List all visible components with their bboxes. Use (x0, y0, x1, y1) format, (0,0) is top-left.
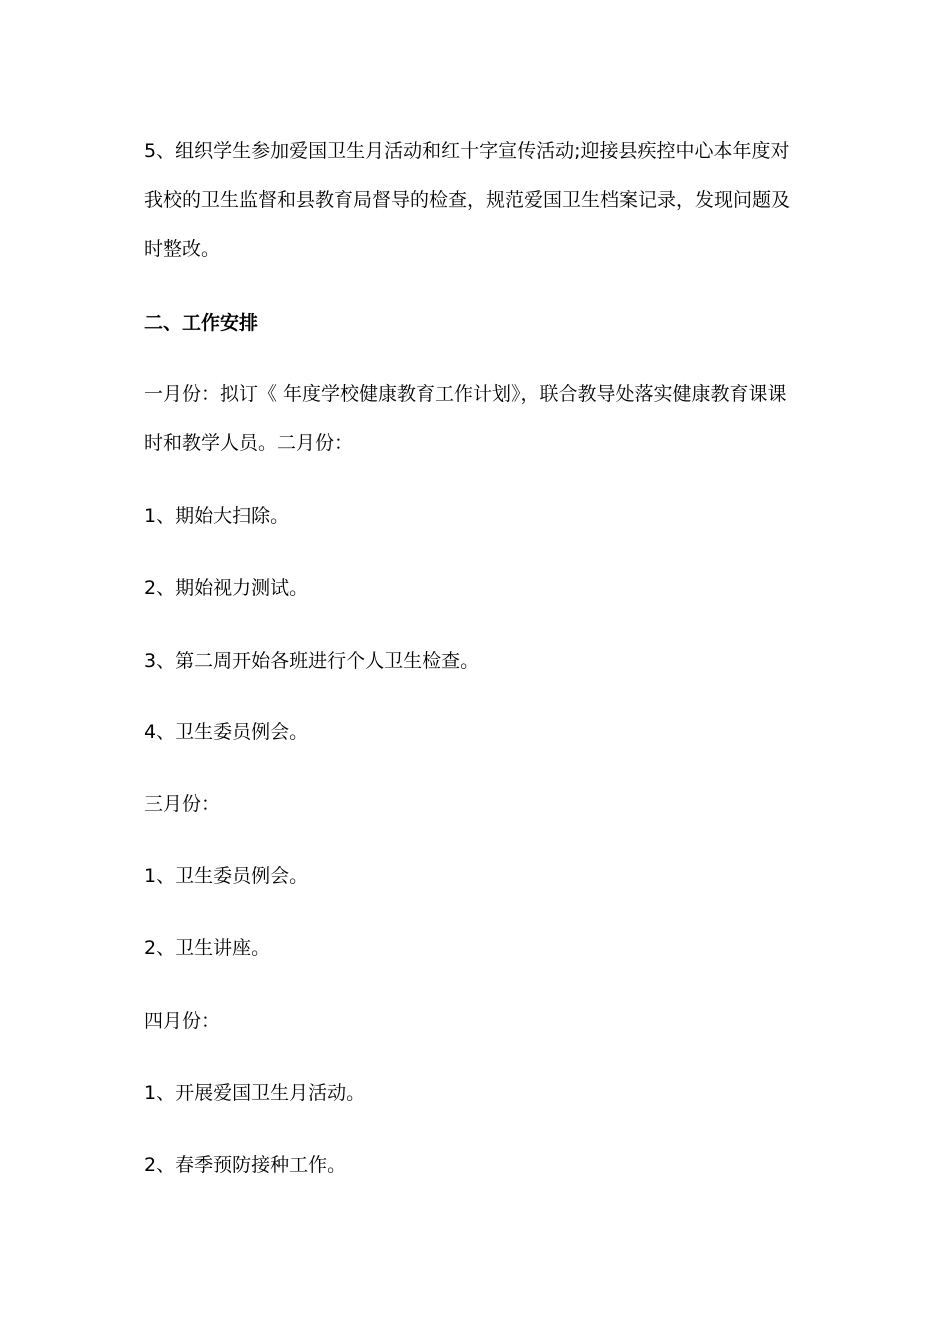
item5-line-2: 我校的卫生监督和县教育局督导的检查，规范爱国卫生档案记录，发现问题及 (144, 189, 791, 211)
march-label: 三月份： (144, 793, 221, 815)
january-line-1: 一月份：拟订《 年度学校健康教育工作计划》，联合教导处落实健康教育课课 (144, 383, 787, 405)
april-label: 四月份： (144, 1010, 221, 1032)
item5-line-1: 5、组织学生参加爱国卫生月活动和红十字宣传活动;迎接县疾控中心本年度对 (144, 140, 790, 162)
list-item: 2、春季预防接种工作。 (144, 1154, 347, 1176)
list-item: 3、第二周开始各班进行个人卫生检查。 (144, 650, 480, 672)
january-line-2: 时和教学人员。二月份： (144, 432, 354, 454)
section-heading: 二、工作安排 (144, 312, 259, 334)
list-item: 1、卫生委员例会。 (144, 865, 309, 887)
list-item: 1、期始大扫除。 (144, 505, 290, 527)
item5-line-3: 时整改。 (144, 238, 221, 260)
list-item: 1、开展爱国卫生月活动。 (144, 1082, 366, 1104)
list-item: 2、卫生讲座。 (144, 937, 271, 959)
list-item: 2、期始视力测试。 (144, 577, 309, 599)
list-item: 4、卫生委员例会。 (144, 721, 309, 743)
